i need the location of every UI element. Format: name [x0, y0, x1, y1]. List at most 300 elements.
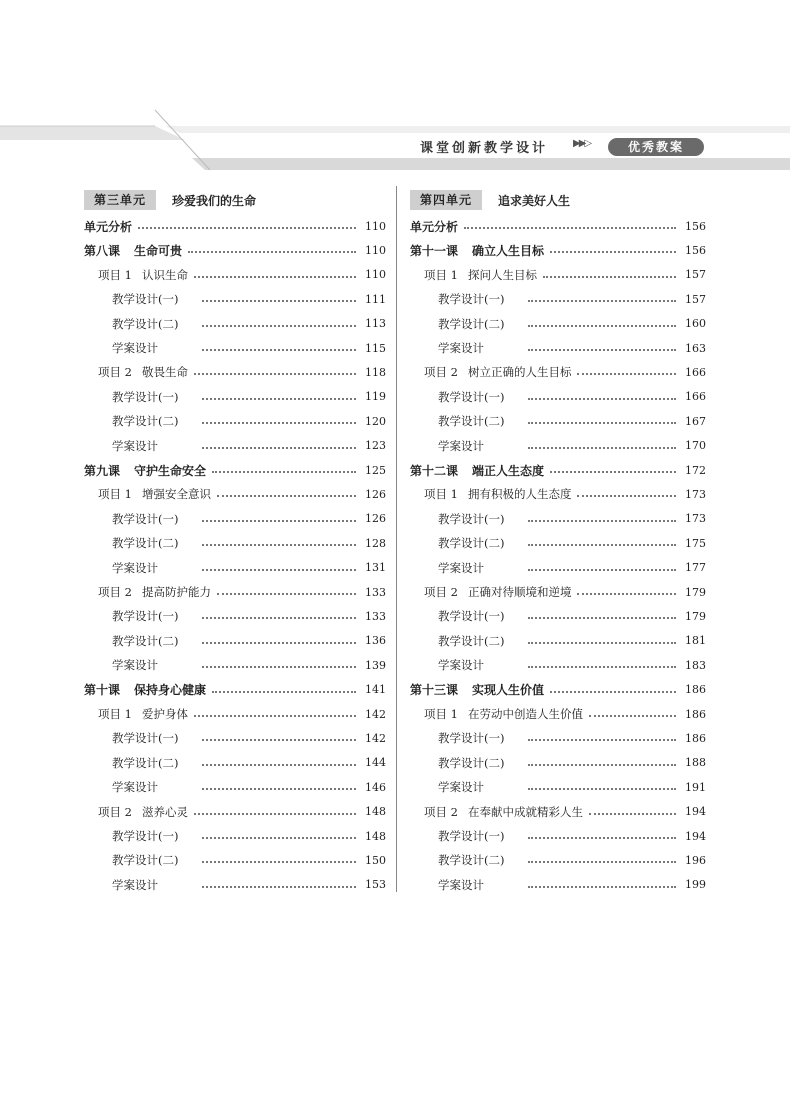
toc-entry[interactable]: [410, 238, 706, 262]
dot-leader: [528, 617, 676, 619]
toc-entry-label: [438, 730, 522, 746]
toc-entry-title: 生命可贵: [134, 243, 183, 258]
dot-leader: [528, 544, 676, 546]
dot-leader: [550, 251, 676, 253]
toc-entry-title: 端正人生态度: [472, 463, 545, 478]
dot-leader: [202, 422, 356, 424]
toc-entry[interactable]: [84, 751, 386, 775]
toc-page-number: 142: [365, 731, 386, 745]
dot-leader: [528, 422, 676, 424]
toc-entry-label: [410, 462, 544, 479]
toc-entry-title: 教学设计(二): [438, 316, 505, 331]
toc-entry-label: [112, 316, 196, 332]
toc-entry-label: [438, 657, 522, 673]
toc-entry-title: 教学设计(二): [112, 414, 179, 429]
toc-entry[interactable]: [84, 531, 386, 555]
toc-entry-title: 教学设计(二): [112, 755, 179, 770]
toc-entry-title: 保持身心健康: [134, 683, 207, 698]
toc-entry-label: [84, 218, 132, 235]
toc-entry-number: 项目 2: [98, 365, 132, 380]
toc-entry-label: [98, 486, 211, 502]
toc-entry-label: [112, 755, 196, 771]
toc-page-number: 111: [365, 292, 386, 306]
toc-entry[interactable]: [84, 848, 386, 872]
toc-page-number: 150: [365, 853, 386, 867]
toc-entry-label: [438, 438, 522, 454]
toc-entry[interactable]: [410, 751, 706, 775]
toc-page-number: 199: [685, 878, 706, 892]
toc-entry-title: 学案设计: [438, 658, 484, 673]
toc-entry-label: [438, 877, 522, 893]
toc-entry[interactable]: [410, 482, 706, 506]
toc-entry[interactable]: [410, 312, 706, 336]
toc-entry-title: 教学设计(二): [438, 755, 505, 770]
toc-entry[interactable]: [84, 629, 386, 653]
toc-entry[interactable]: [84, 214, 386, 238]
toc-page-number: 167: [685, 414, 706, 428]
toc-entry[interactable]: [84, 580, 386, 604]
dot-leader: [577, 373, 676, 375]
toc-entry[interactable]: [410, 702, 706, 726]
toc-entry-label: [438, 608, 522, 624]
dot-leader: [194, 715, 356, 717]
toc-entry-title: 单元分析: [410, 219, 459, 234]
toc-entry-title: 教学设计(二): [438, 853, 505, 868]
toc-entry-title: 教学设计(一): [438, 609, 505, 624]
toc-entry-title: 树立正确的人生目标: [467, 365, 572, 380]
toc-entry[interactable]: [84, 312, 386, 336]
dot-leader: [528, 788, 676, 790]
toc-entry-title: 教学设计(一): [112, 511, 179, 526]
toc-entry-label: [410, 242, 544, 259]
toc-page-number: 166: [685, 390, 706, 404]
toc-entry-title: 正确对待顺境和逆境: [467, 585, 572, 599]
toc-page-number: 156: [685, 243, 706, 257]
toc-entry-title: 教学设计(一): [438, 829, 505, 843]
toc-page-number: 126: [365, 487, 386, 501]
unit-heading: [84, 190, 256, 210]
toc-entry-title: 教学设计(二): [438, 536, 505, 551]
toc-entry-title: 确立人生目标: [472, 243, 545, 258]
toc-entry-title: 教学设计(二): [112, 316, 179, 331]
toc-page-number: 110: [365, 219, 386, 233]
dot-leader: [528, 447, 676, 449]
toc-page-number: 175: [685, 536, 706, 550]
toc-entry-label: [438, 755, 522, 771]
toc-entry-title: 在劳动中创造人生价值: [467, 707, 583, 721]
unit-heading: [410, 190, 570, 210]
toc-entry-label: [424, 706, 583, 722]
toc-entry-title: 学案设计: [112, 560, 158, 575]
toc-entry-title: 增强安全意识: [141, 487, 211, 502]
toc-entry[interactable]: [84, 434, 386, 458]
toc-entry[interactable]: [410, 409, 706, 433]
toc-entry[interactable]: [410, 287, 706, 311]
toc-entry[interactable]: [410, 263, 706, 287]
toc-entry-title: 学案设计: [112, 438, 158, 453]
toc-entry-number: 项目 1: [98, 487, 132, 502]
toc-entry-label: [112, 291, 196, 307]
toc-entry-title: 教学设计(一): [438, 292, 505, 307]
dot-leader: [217, 495, 356, 497]
dot-leader: [528, 300, 676, 302]
toc-entry-title: 教学设计(二): [112, 633, 179, 648]
toc-entry[interactable]: [410, 775, 706, 799]
dot-leader: [528, 764, 676, 766]
toc-entry-title: 提高防护能力: [141, 585, 211, 599]
toc-page-number: 148: [365, 829, 386, 843]
dot-leader: [528, 886, 676, 888]
dot-leader: [202, 544, 356, 546]
toc-entry-label: [112, 340, 196, 356]
toc-entry-number: 项目 1: [424, 267, 458, 282]
toc-entry[interactable]: [410, 336, 706, 360]
dot-leader: [528, 837, 676, 839]
toc-entry-label: [84, 242, 182, 259]
toc-page-number: 194: [685, 805, 706, 819]
toc-entry-title: 教学设计(二): [112, 536, 179, 551]
toc-page-number: 172: [685, 463, 706, 477]
toc-entry-title: 守护生命安全: [134, 463, 207, 478]
unit-title: 珍爱我们的生命: [172, 193, 257, 208]
dot-leader: [543, 276, 676, 278]
toc-entry[interactable]: [410, 873, 706, 897]
toc-entry[interactable]: [410, 531, 706, 555]
toc-entry-title: 教学设计(一): [112, 389, 179, 404]
dot-leader: [528, 349, 676, 351]
toc-entry[interactable]: [84, 726, 386, 750]
dot-leader: [138, 227, 356, 229]
toc-entry[interactable]: [410, 726, 706, 750]
toc-entry-label: [112, 877, 196, 893]
toc-entry-title: 教学设计(二): [112, 853, 179, 868]
toc-entry-label: [438, 852, 522, 868]
toc-page-number: 139: [365, 658, 386, 672]
toc-entry-title: 学案设计: [438, 877, 484, 892]
toc-entry-number: 第十二课: [410, 463, 459, 478]
dot-leader: [550, 691, 676, 693]
toc-entry-label: [112, 560, 196, 576]
toc-entry-title: 学案设计: [112, 780, 158, 795]
toc-entry-label: [84, 462, 206, 479]
toc-entry-label: [112, 779, 196, 795]
toc-page-number: 163: [685, 341, 706, 355]
toc-page-number: 118: [365, 365, 386, 379]
unit-title: 追求美好人生: [498, 193, 571, 208]
toc-entry-title: 在奉献中成就精彩人生: [467, 804, 583, 819]
toc-entry-number: 项目 1: [98, 267, 132, 282]
toc-entry-title: 教学设计(一): [438, 389, 505, 404]
toc-page-number: 191: [685, 780, 706, 794]
dot-leader: [589, 715, 676, 717]
toc-page-number: 119: [365, 390, 386, 404]
toc-entry[interactable]: [84, 775, 386, 799]
toc-entry[interactable]: [84, 556, 386, 580]
dot-leader: [202, 617, 356, 619]
toc-entry[interactable]: [84, 263, 386, 287]
dot-leader: [202, 520, 356, 522]
toc-page-number: 186: [685, 683, 706, 697]
toc-entry-title: 学案设计: [438, 438, 484, 453]
toc-entry-number: 项目 1: [424, 707, 458, 721]
toc-entry-number: 第十一课: [410, 243, 459, 258]
toc-page-number: 128: [365, 536, 386, 550]
toc-entry-number: 项目 2: [98, 585, 132, 599]
toc-page-number: 146: [365, 780, 386, 794]
toc-entry-title: 教学设计(一): [112, 609, 179, 624]
toc-entry[interactable]: [84, 336, 386, 360]
toc-entry-label: [84, 681, 206, 698]
toc-entry[interactable]: [84, 653, 386, 677]
dot-leader: [577, 495, 676, 497]
toc-page-number: 166: [685, 365, 706, 379]
toc-entry-label: [98, 706, 188, 722]
dot-leader: [202, 325, 356, 327]
toc-entry-number: 项目 2: [424, 365, 458, 380]
dot-leader: [528, 325, 676, 327]
toc-entry-number: 项目 2: [424, 804, 458, 819]
toc-entry-label: [438, 779, 522, 795]
toc-entry[interactable]: [410, 580, 706, 604]
toc-entry-title: 教学设计(一): [112, 829, 179, 843]
toc-entry-title: 敬畏生命: [141, 365, 188, 380]
toc-entry[interactable]: [84, 702, 386, 726]
toc-page-number: 179: [685, 585, 706, 599]
toc-entry[interactable]: [410, 629, 706, 653]
toc-page-number: 183: [685, 658, 706, 672]
toc-entry-label: [438, 560, 522, 576]
toc-entry[interactable]: [84, 824, 386, 848]
toc-entry-label: [112, 535, 196, 551]
toc-page-number: 186: [685, 707, 706, 721]
toc-page-number: 173: [685, 487, 706, 501]
toc-entry-label: [438, 316, 522, 332]
toc-entry[interactable]: [410, 848, 706, 872]
toc-entry-title: 学案设计: [112, 341, 158, 355]
toc-entry-title: 拥有积极的人生态度: [467, 487, 572, 502]
header-title: 课堂创新教学设计: [420, 141, 549, 156]
toc-entry-number: 第八课: [84, 243, 121, 258]
toc-entry-label: [424, 804, 583, 820]
dot-leader: [217, 593, 356, 595]
toc-entry-number: 项目 2: [98, 804, 132, 819]
toc-entry-label: [438, 413, 522, 429]
toc-entry-label: [112, 657, 196, 673]
toc-entry-number: 项目 2: [424, 585, 458, 599]
toc-page-number: 133: [365, 609, 386, 623]
toc-entry[interactable]: [410, 458, 706, 482]
dot-leader: [528, 520, 676, 522]
toc-entry[interactable]: [84, 507, 386, 531]
toc-entry[interactable]: [84, 287, 386, 311]
toc-entry-title: 认识生命: [141, 267, 188, 282]
toc-entry-label: [424, 486, 571, 502]
toc-entry[interactable]: [410, 214, 706, 238]
dot-leader: [194, 373, 356, 375]
header-arrow-icon: ▶▶▷: [573, 138, 591, 149]
dot-leader: [528, 642, 676, 644]
dot-leader: [202, 349, 356, 351]
toc-entry-label: [98, 267, 188, 283]
dot-leader: [202, 764, 356, 766]
dot-leader: [202, 788, 356, 790]
dot-leader: [202, 398, 356, 400]
toc-entry-label: [98, 584, 211, 600]
toc-page-number: 120: [365, 414, 386, 428]
toc-entry-label: [410, 681, 544, 698]
dot-leader: [202, 886, 356, 888]
toc-page-number: 179: [685, 609, 706, 623]
toc-entry-title: 学案设计: [112, 877, 158, 892]
toc-entry-label: [98, 804, 188, 820]
toc-entry-label: [112, 852, 196, 868]
toc-page-number: 177: [685, 561, 706, 575]
toc-page-number: 160: [685, 317, 706, 331]
toc-entry-title: 学案设计: [438, 780, 484, 795]
toc-entry[interactable]: [84, 678, 386, 702]
toc-entry-label: [112, 608, 196, 624]
toc-entry[interactable]: [410, 360, 706, 384]
header-badge: 优秀教案: [608, 138, 704, 156]
toc-entry-label: [424, 267, 537, 283]
dot-leader: [550, 471, 676, 473]
toc-entry-title: 单元分析: [84, 219, 133, 234]
dot-leader: [464, 227, 676, 229]
dot-leader: [188, 251, 356, 253]
dot-leader: [194, 276, 356, 278]
dot-leader: [202, 447, 356, 449]
dot-leader: [202, 861, 356, 863]
toc-page-number: 115: [365, 341, 386, 355]
toc-page-number: 141: [365, 683, 386, 697]
toc-entry[interactable]: [410, 434, 706, 458]
toc-page-number: 123: [365, 439, 386, 453]
toc-entry-title: 教学设计(一): [438, 511, 505, 526]
column-divider: [396, 186, 397, 892]
toc-entry-title: 滋养心灵: [141, 804, 188, 819]
toc-page-number: 194: [685, 829, 706, 843]
dot-leader: [202, 569, 356, 571]
toc-entry-title: 探问人生目标: [467, 267, 537, 282]
toc-entry[interactable]: [410, 385, 706, 409]
dot-leader: [212, 471, 356, 473]
toc-entry[interactable]: [84, 458, 386, 482]
toc-page-number: 125: [365, 463, 386, 477]
dot-leader: [194, 813, 356, 815]
toc-entry-number: 第十三课: [410, 683, 459, 698]
toc-entry-label: [438, 340, 522, 356]
toc-page-number: 133: [365, 585, 386, 599]
toc-page-number: 181: [685, 634, 706, 648]
toc-entry[interactable]: [410, 824, 706, 848]
toc-entry-title: 实现人生价值: [472, 683, 545, 698]
toc-entry-label: [438, 535, 522, 551]
toc-entry-number: 第九课: [84, 463, 121, 478]
toc-entry-title: 教学设计(一): [112, 731, 179, 746]
toc-entry-label: [112, 389, 196, 405]
toc-entry-label: [438, 291, 522, 307]
toc-page-number: 170: [685, 439, 706, 453]
toc-entry[interactable]: [84, 385, 386, 409]
toc-page-number: 157: [685, 292, 706, 306]
toc-page-number: 173: [685, 512, 706, 526]
dot-leader: [589, 813, 676, 815]
toc-entry-label: [438, 633, 522, 649]
toc-entry[interactable]: [84, 238, 386, 262]
toc-page-number: 156: [685, 219, 706, 233]
toc-entry-label: [438, 828, 522, 844]
dot-leader: [528, 666, 676, 668]
toc-entry[interactable]: [84, 800, 386, 824]
toc-entry-number: 项目 1: [98, 707, 132, 721]
toc-entry-label: [438, 511, 522, 527]
toc-entry[interactable]: [84, 482, 386, 506]
toc-entry-label: [112, 730, 196, 746]
toc-entry-number: 项目 1: [424, 487, 458, 502]
toc-entry-title: 教学设计(一): [112, 292, 179, 307]
dot-leader: [202, 300, 356, 302]
unit-badge: 第三单元: [84, 190, 156, 210]
dot-leader: [202, 837, 356, 839]
toc-entry-title: 教学设计(二): [438, 414, 505, 429]
toc-page-number: 126: [365, 512, 386, 526]
toc-entry[interactable]: [84, 604, 386, 628]
toc-entry-label: [112, 438, 196, 454]
toc-entry-label: [98, 364, 188, 380]
toc-page-number: 110: [365, 243, 386, 257]
toc-entry-label: [112, 828, 196, 844]
toc-entry[interactable]: [410, 604, 706, 628]
toc-page-number: 113: [365, 317, 386, 331]
toc-entry[interactable]: [410, 507, 706, 531]
toc-page-number: 186: [685, 731, 706, 745]
toc-page-number: 131: [365, 561, 386, 575]
toc-entry[interactable]: [84, 873, 386, 897]
toc-entry-title: 爱护身体: [141, 707, 188, 721]
toc-entry[interactable]: [84, 360, 386, 384]
dot-leader: [212, 691, 356, 693]
toc-entry[interactable]: [410, 556, 706, 580]
toc-entry[interactable]: [410, 653, 706, 677]
dot-leader: [528, 739, 676, 741]
toc-entry-label: [424, 584, 571, 600]
toc-entry[interactable]: [410, 800, 706, 824]
dot-leader: [528, 569, 676, 571]
toc-page-number: 153: [365, 878, 386, 892]
dot-leader: [202, 642, 356, 644]
dot-leader: [528, 861, 676, 863]
toc-page-number: 144: [365, 756, 386, 770]
dot-leader: [577, 593, 676, 595]
toc-page-number: 110: [365, 268, 386, 282]
dot-leader: [202, 666, 356, 668]
toc-entry-label: [112, 633, 196, 649]
toc-entry-number: 第十课: [84, 683, 121, 698]
toc-entry-label: [424, 364, 571, 380]
toc-entry-label: [438, 389, 522, 405]
toc-entry[interactable]: [84, 409, 386, 433]
unit-badge: 第四单元: [410, 190, 482, 210]
toc-entry-title: 学案设计: [112, 658, 158, 673]
toc-entry-label: [410, 218, 458, 235]
toc-entry-title: 学案设计: [438, 341, 484, 355]
toc-entry[interactable]: [410, 678, 706, 702]
dot-leader: [202, 739, 356, 741]
dot-leader: [528, 398, 676, 400]
toc-page-number: 142: [365, 707, 386, 721]
toc-page-number: 157: [685, 268, 706, 282]
toc-page-number: 188: [685, 756, 706, 770]
